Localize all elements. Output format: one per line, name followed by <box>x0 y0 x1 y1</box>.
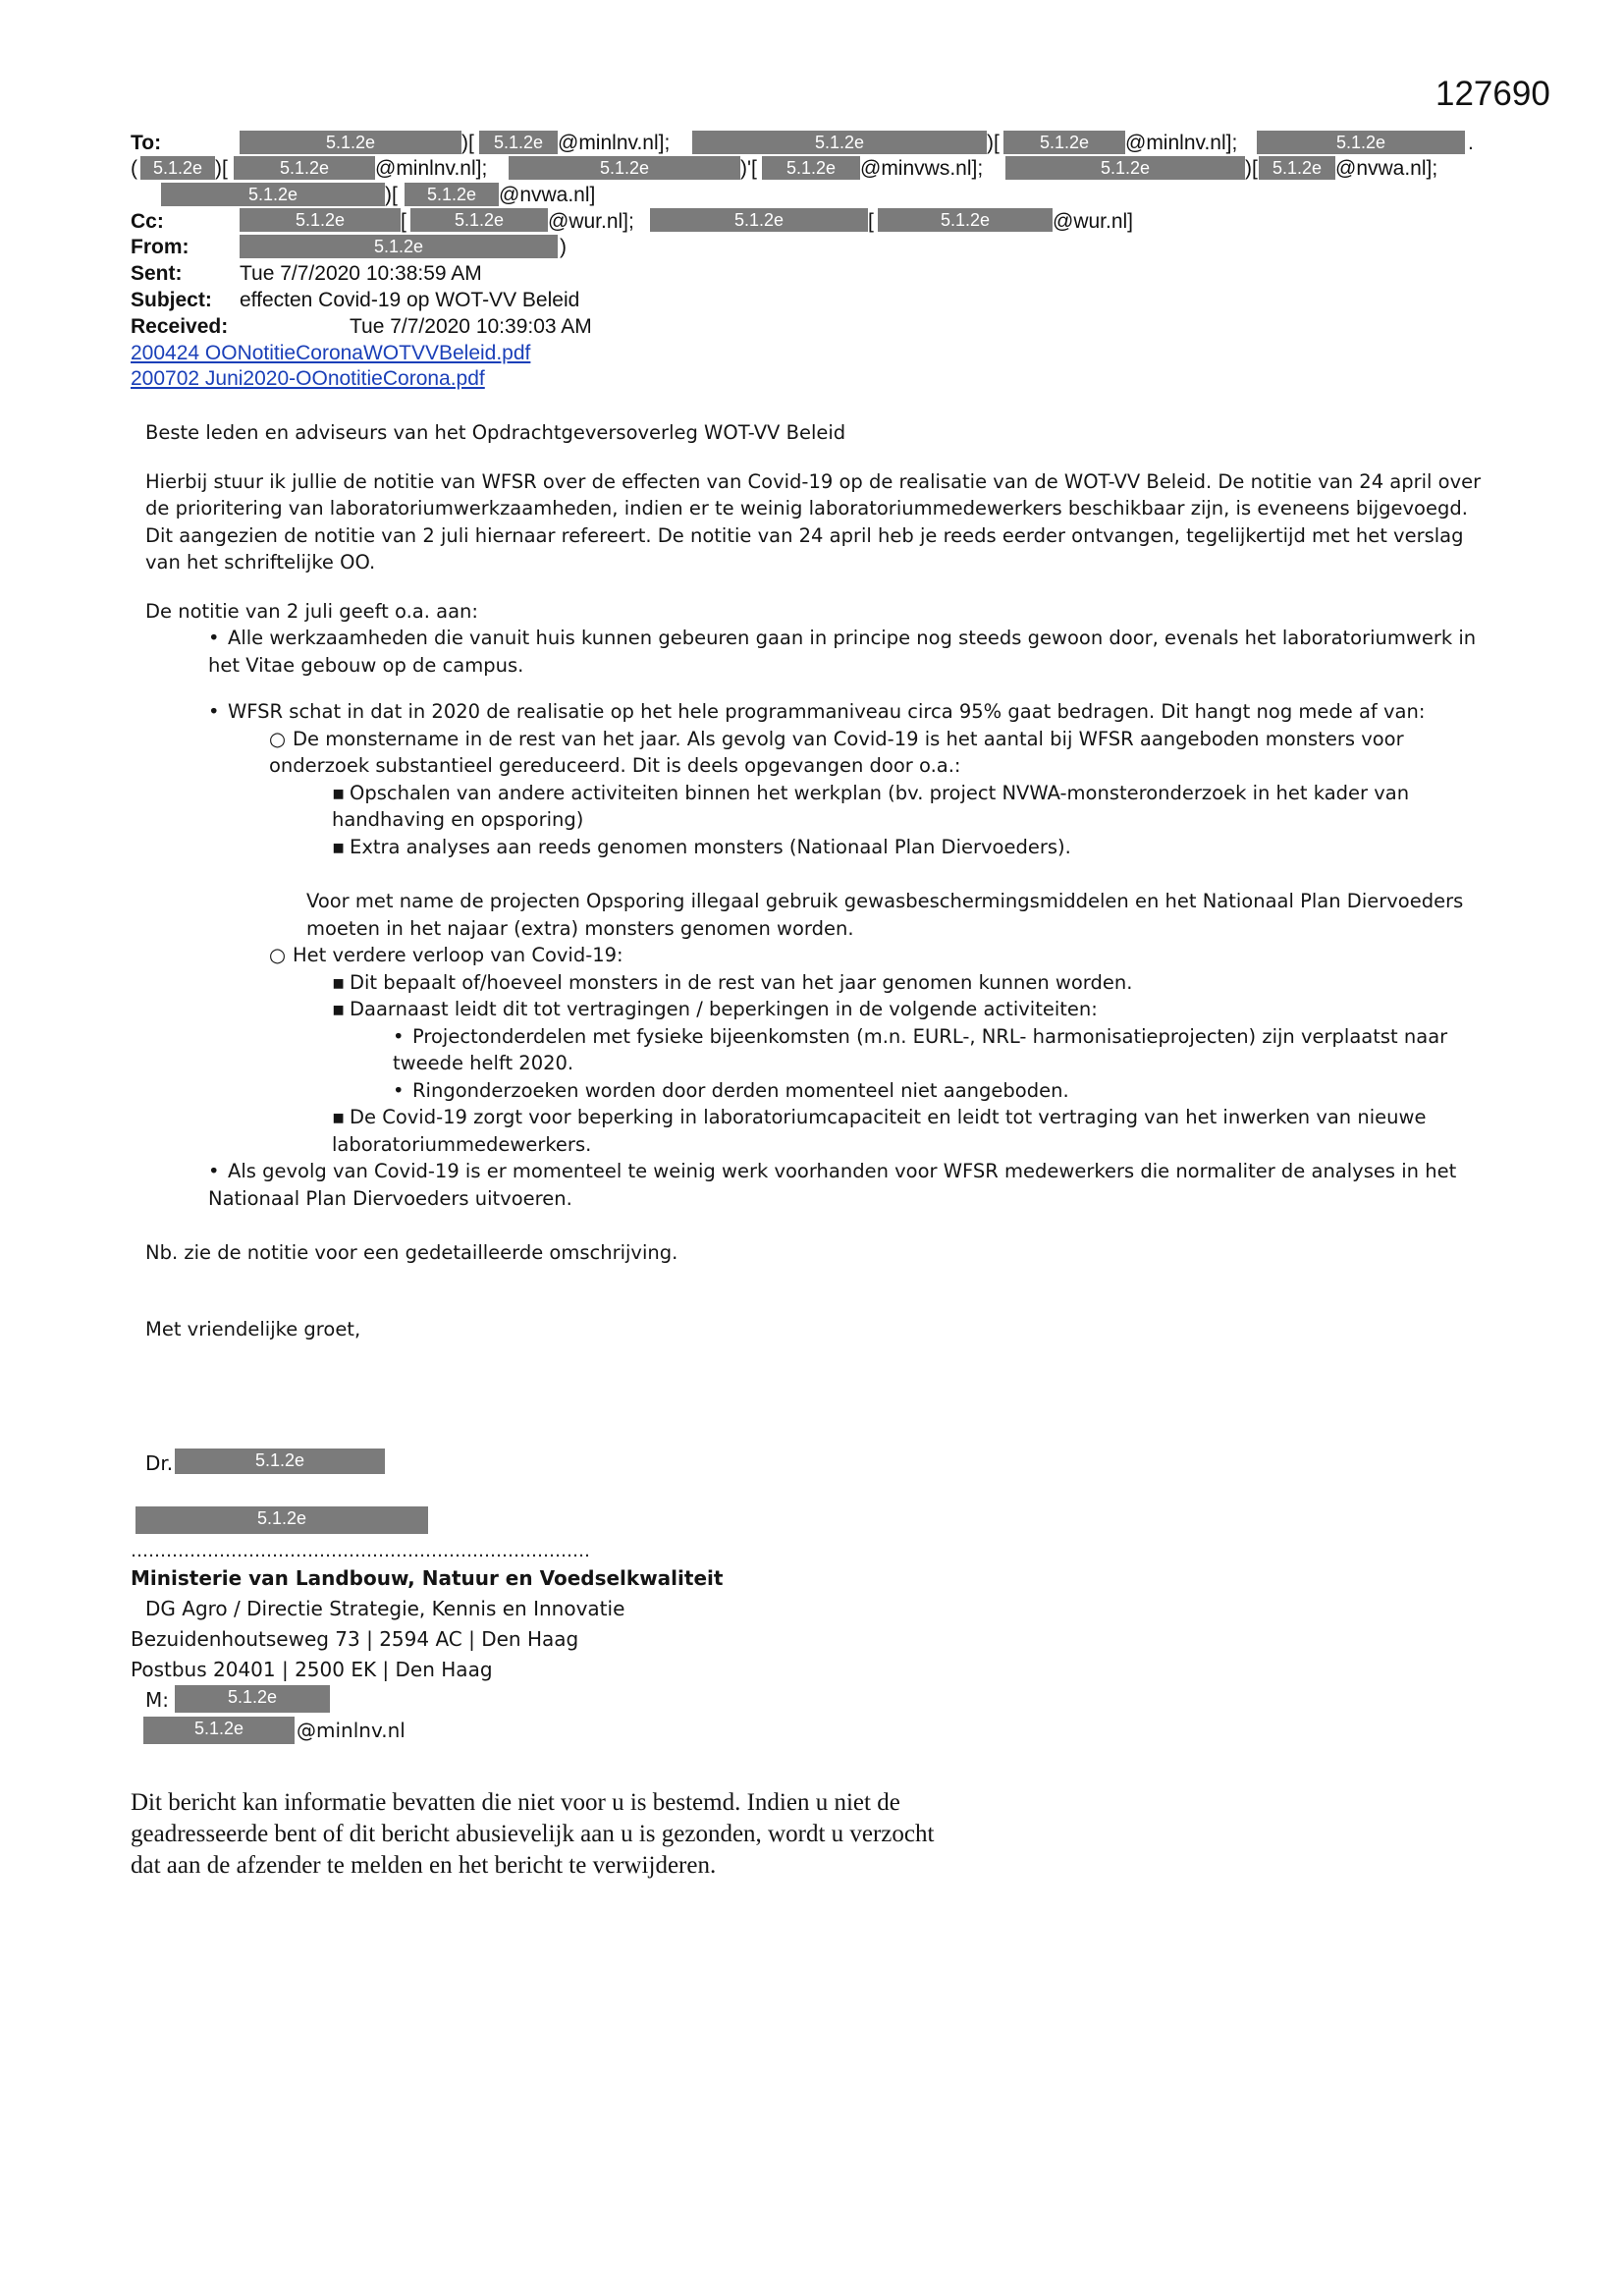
address-line: Bezuidenhoutseweg 73 | 2594 AC | Den Haag <box>131 1627 579 1651</box>
subject-label: Subject: <box>131 289 212 311</box>
note: Nb. zie de notitie voor een gedetailleerde omschrijving. <box>145 1241 678 1264</box>
redaction: 5.1.2e <box>175 1449 385 1474</box>
redaction: 5.1.2e <box>405 183 499 206</box>
list-item: ▪ Dit bepaalt of/hoeveel monsters in de rest van het jaar genomen kunnen worden. <box>332 970 1133 994</box>
list-item: ▪ Extra analyses aan reeds genomen monsters (Nationaal Plan Diervoeders). <box>332 835 1071 858</box>
to-separator: )[ <box>461 132 474 154</box>
redaction: 5.1.2e <box>509 156 740 180</box>
sent-label: Sent: <box>131 262 183 285</box>
to-separator: )[ <box>385 184 398 206</box>
redaction: 5.1.2e <box>234 156 375 180</box>
redaction: 5.1.2e <box>410 208 548 232</box>
sent-value: Tue 7/7/2020 10:38:59 AM <box>240 262 482 285</box>
received-value: Tue 7/7/2020 10:39:03 AM <box>350 315 592 338</box>
to-separator: ( <box>131 157 137 180</box>
document-number: 127690 <box>1435 75 1550 113</box>
received-label: Received: <box>131 315 229 338</box>
redaction: 5.1.2e <box>143 1717 295 1744</box>
redaction: 5.1.2e <box>692 131 987 154</box>
to-label: To: <box>131 132 162 154</box>
redaction: 5.1.2e <box>1259 156 1335 180</box>
cc-email-domain: @wur.nl] <box>1053 210 1134 233</box>
paragraph: Voor met name de projecten Opsporing illegaal gebruik gewasbeschermingsmiddelen en het Nationaal Plan Diervoeders moeten in het najaar (extra) monsters genomen worden. <box>306 890 1464 940</box>
cc-label: Cc: <box>131 210 164 233</box>
redaction: 5.1.2e <box>650 208 868 232</box>
redaction: 5.1.2e <box>479 131 558 154</box>
email-body <box>145 419 1490 1342</box>
title-dr: Dr. <box>145 1451 174 1475</box>
redaction: 5.1.2e <box>175 1685 330 1713</box>
closing: Met vriendelijke groet, <box>145 1317 361 1340</box>
redaction: 5.1.2e <box>140 156 215 180</box>
redaction: 5.1.2e <box>240 235 558 258</box>
list-item: ▪ Opschalen van andere activiteiten binnen het werkplan (bv. project NVWA-monsteronderzoek in het kader van handhaving en opsporing) <box>332 781 1410 831</box>
list-item: ▪ Daarnaast leidt dit tot vertragingen / beperkingen in de volgende activiteiten: <box>332 998 1098 1020</box>
list-item: ○ Het verdere verloop van Covid-19: <box>269 944 623 966</box>
subject-value: effecten Covid-19 op WOT-VV Beleid <box>240 289 580 311</box>
from-separator: ) <box>560 236 567 258</box>
paragraph: Hierbij stuur ik jullie de notitie van WFSR over de effecten van Covid-19 op de realisatie van de WOT-VV Beleid. De notitie van 24 april over de prioritering van laboratoriumwerkzaamheden, indien er te weinig laboratoriummedewerkers beschikbaar zijn, is eveneens bijgevoegd. Dit aangezien de notitie van 2 juli hiernaar refereert. De notitie van 24 april heb je reeds eerder ontvangen, tegelijkertijd met het verslag van het schriftelijke OO. <box>145 469 1482 574</box>
attachment-link[interactable]: 200424 OONotitieCoronaWOTVVBeleid.pdf <box>131 342 531 364</box>
to-email-domain: @minlnv.nl]; <box>375 157 488 180</box>
redaction: 5.1.2e <box>762 156 860 180</box>
from-label: From: <box>131 236 189 258</box>
to-email-domain: @minlnv.nl]; <box>1125 132 1238 154</box>
list-item: • Ringonderzoeken worden door derden momenteel niet aangeboden. <box>393 1078 1069 1102</box>
redaction: 5.1.2e <box>1257 131 1465 154</box>
to-email-domain: @nvwa.nl] <box>499 184 596 206</box>
greeting: Beste leden en adviseurs van het Opdrachtgeversoverleg WOT-VV Beleid <box>145 421 846 444</box>
list-item: • Projectonderdelen met fysieke bijeenkomsten (m.n. EURL-, NRL- harmonisatieprojecten) zijn verplaatst naar tweede helft 2020. <box>393 1024 1448 1074</box>
redaction: 5.1.2e <box>240 131 461 154</box>
to-email-domain: @minlnv.nl]; <box>558 132 671 154</box>
list-item: ○ De monstername in de rest van het jaar. Als gevolg van Covid-19 is het aantal bij WFSR aangeboden monsters voor onderzoek substantieel gereduceerd. Dit is deels opgevangen door o.a.: <box>269 727 1404 777</box>
attachment-link[interactable]: 200702 Juni2020-OOnotitieCorona.pdf <box>131 367 485 390</box>
mobile-label: M: <box>145 1688 169 1712</box>
ministry-name: Ministerie van Landbouw, Natuur en Voedselkwaliteit <box>131 1566 724 1590</box>
redaction: 5.1.2e <box>1005 156 1245 180</box>
to-email-domain: @nvwa.nl]; <box>1335 157 1438 180</box>
redaction: 5.1.2e <box>240 208 401 232</box>
cc-email-domain: @wur.nl]; <box>548 210 634 233</box>
list-item: • WFSR schat in dat in 2020 de realisatie op het hele programmaniveau circa 95% gaat bedragen. Dit hangt nog mede af van: <box>208 700 1426 723</box>
to-separator: )[ <box>215 157 228 180</box>
to-email-domain: @minvws.nl]; <box>860 157 984 180</box>
email-domain: @minlnv.nl <box>297 1719 406 1742</box>
list-item: ▪ De Covid-19 zorgt voor beperking in laboratoriumcapaciteit en leidt tot vertraging van het inwerken van nieuwe laboratoriummedewerkers. <box>332 1106 1427 1156</box>
cc-separator: [ <box>868 210 874 233</box>
disclaimer: Dit bericht kan informatie bevatten die niet voor u is bestemd. Indien u niet de geadresseerde bent of dit bericht abusievelijk aan u is gezonden, wordt u verzocht dat aan de afzender te melden en het bericht te verwijderen. <box>131 1789 935 1879</box>
department: DG Agro / Directie Strategie, Kennis en Innovatie <box>145 1597 625 1620</box>
redaction: 5.1.2e <box>135 1506 428 1534</box>
redaction: 5.1.2e <box>161 183 385 206</box>
signature-divider: …………………………………………………………………… <box>131 1541 590 1561</box>
list-item: • Alle werkzaamheden die vanuit huis kunnen gebeuren gaan in principe nog steeds gewoon door, evenals het laboratoriumwerk in het Vitae gebouw op de campus. <box>208 627 1477 677</box>
address-line: Postbus 20401 | 2500 EK | Den Haag <box>131 1658 493 1681</box>
cc-separator: [ <box>401 210 406 233</box>
to-separator: )'[ <box>740 157 757 180</box>
list-item: • Als gevolg van Covid-19 is er momenteel te weinig werk voorhanden voor WFSR medewerkers die normaliter de analyses in het Nationaal Plan Diervoeders uitvoeren. <box>208 1160 1457 1210</box>
paragraph: De notitie van 2 juli geeft o.a. aan: <box>145 599 478 623</box>
redaction: 5.1.2e <box>1003 131 1125 154</box>
redaction: 5.1.2e <box>878 208 1053 232</box>
to-separator: )[ <box>987 132 1000 154</box>
to-separator: . <box>1468 132 1474 154</box>
to-separator: )[ <box>1245 157 1258 180</box>
